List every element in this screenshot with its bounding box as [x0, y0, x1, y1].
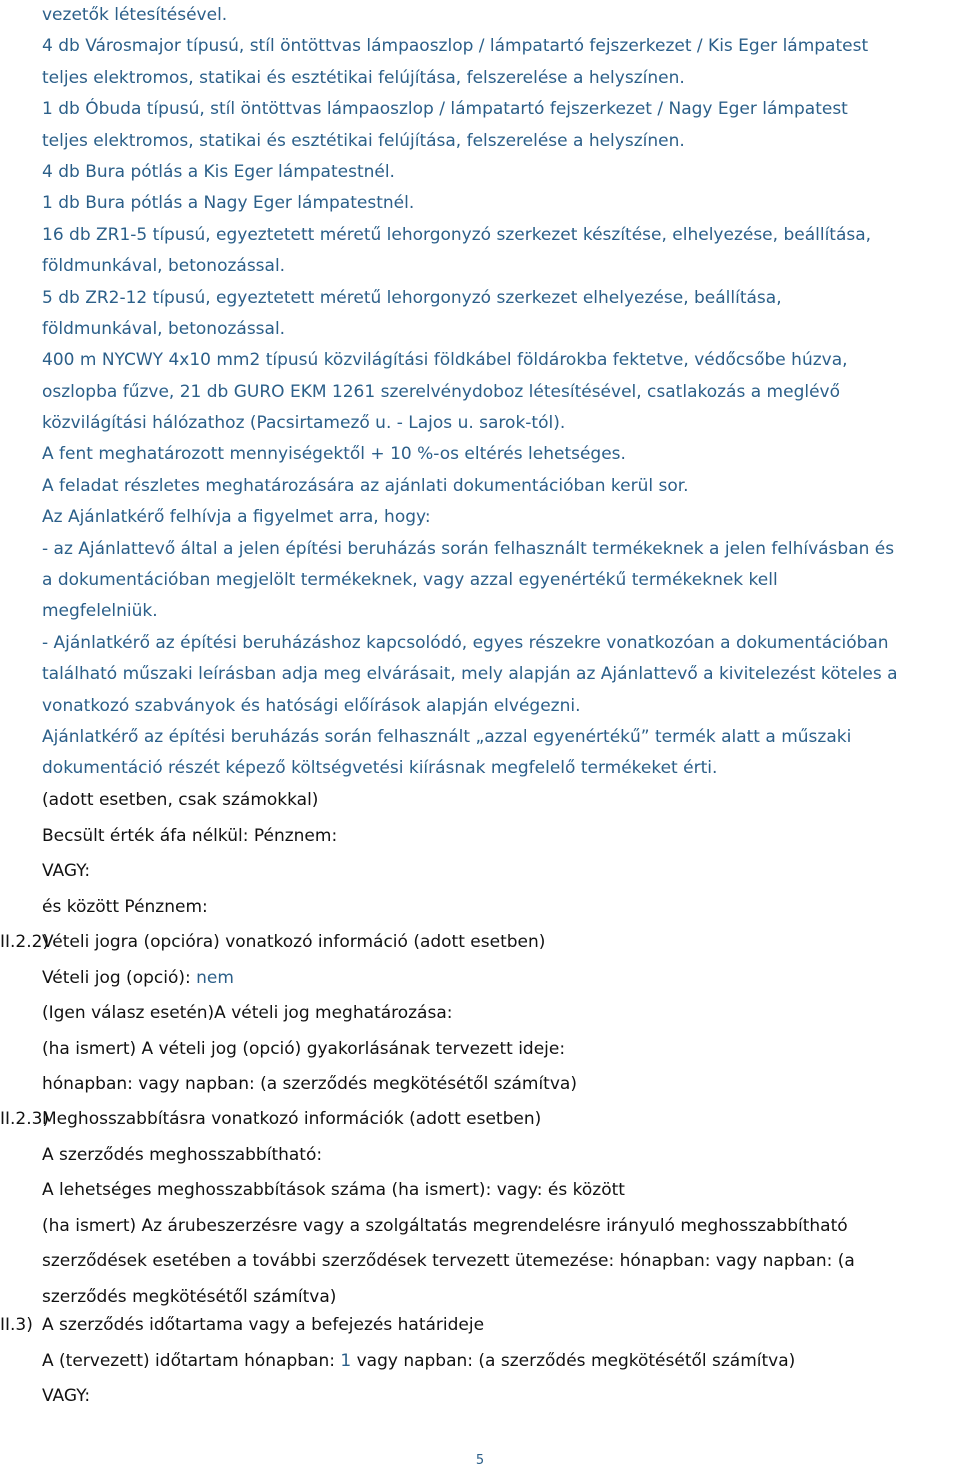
text-line: 5 db ZR2-12 típusú, egyeztetett méretű lehorgonyzó szerkezet elhelyezése, beállítása, — [42, 287, 782, 308]
text-line: 4 db Bura pótlás a Kis Eger lámpatestnél. — [42, 161, 395, 182]
text-line: 400 m NYCWY 4x10 mm2 típusú közvilágítási földkábel földárokba fektetve, védőcsőbe húzva, — [42, 350, 848, 371]
section-ii-2-3 — [42, 1102, 958, 1315]
section-title: Meghosszabbításra vonatkozó információk (adott esetben) — [42, 1109, 542, 1129]
text-line: Az Ajánlatkérő felhívja a figyelmet arra, hogy: — [42, 507, 431, 528]
text-line: földmunkával, betonozással. — [42, 256, 286, 277]
duration-line — [42, 1344, 958, 1380]
work-description — [42, 0, 958, 785]
section-line: szerződés megkötésétől számítva) — [42, 1286, 337, 1307]
section-line: hónapban: vagy napban: (a szerződés megkötésétől számítva) — [42, 1074, 577, 1094]
section-title: Vételi jogra (opcióra) vonatkozó információ (adott esetben) — [42, 932, 546, 952]
text-line: 4 db Városmajor típusú, stíl öntöttvas lámpaoszlop / lámpatartó fejszerkezet / Kis Eger lámpatest — [42, 36, 869, 57]
text-line: A feladat részletes meghatározására az ajánlati dokumentációban kerül sor. — [42, 475, 689, 496]
text-line: - az Ajánlattevő által a jelen építési beruházás során felhasznált termékeknek a jelen felhívásban és — [42, 538, 895, 559]
estimated-value-block — [42, 783, 958, 925]
duration-prefix: A (tervezett) időtartam hónapban: — [42, 1350, 335, 1371]
section-ii-2-2 — [42, 925, 958, 1103]
page-number: 5 — [475, 1453, 485, 1468]
section-line: szerződések esetében a további szerződések tervezett ütemezése: hónapban: vagy napban: (a — [42, 1251, 855, 1271]
duration-suffix: vagy napban: (a szerződés megkötésétől számítva) — [356, 1350, 796, 1371]
option-value: nem — [196, 967, 234, 988]
text-line: vezetők létesítésével. — [42, 5, 228, 25]
option-label: Vételi jog (opció): — [42, 967, 191, 988]
text-line: 16 db ZR1-5 típusú, egyeztetett méretű lehorgonyzó szerkezet készítése, elhelyezése, beállítása, — [42, 224, 872, 245]
section-number: II.3) — [0, 1315, 33, 1335]
section-line: (ha ismert) Az árubeszerzésre vagy a szolgáltatás megrendelésre irányuló meghosszabbítható — [42, 1215, 848, 1236]
text-line: megfelelniük. — [42, 601, 158, 622]
option-line — [42, 961, 958, 997]
section-line: A szerződés meghosszabbítható: — [42, 1144, 323, 1165]
text-line: Ajánlatkérő az építési beruházás során felhasznált „azzal egyenértékű” termék alatt a műszaki — [42, 726, 852, 747]
text-line: A fent meghatározott mennyiségektől + 10 %-os eltérés lehetséges. — [42, 444, 626, 465]
section-line: A lehetséges meghosszabbítások száma (ha ismert): vagy: és között — [42, 1180, 625, 1200]
text-line: található műszaki leírásban adja meg elvárásait, mely alapján az Ajánlattevő a kivitelezést köteles a — [42, 664, 898, 685]
text-line: földmunkával, betonozással. — [42, 318, 286, 339]
text-line: 1 db Bura pótlás a Nagy Eger lámpatestnél. — [42, 193, 415, 214]
section-number: II.2.3) — [0, 1109, 50, 1129]
text-line: - Ajánlatkérő az építési beruházáshoz kapcsolódó, egyes részekre vonatkozóan a dokumentációban — [42, 632, 889, 653]
text-line: a dokumentációban megjelölt termékeknek, vagy azzal egyenértékű termékeknek kell — [42, 570, 778, 591]
text-line: 1 db Óbuda típusú, stíl öntöttvas lámpaoszlop / lámpatartó fejszerkezet / Nagy Eger lámpatest — [42, 99, 848, 120]
value-line: (adott esetben, csak számokkal) — [42, 790, 319, 810]
section-number: II.2.2) — [0, 932, 50, 952]
text-line: közvilágítási hálózathoz (Pacsirtamező u. - Lajos u. sarok-tól). — [42, 413, 566, 434]
section-line: (ha ismert) A vételi jog (opció) gyakorlásának tervezett ideje: — [42, 1038, 566, 1059]
text-line: dokumentáció részét képező költségvetési kiírásnak megfelelő termékeket érti. — [42, 758, 718, 779]
or-label: VAGY: — [42, 1386, 91, 1406]
value-line: és között Pénznem: — [42, 896, 208, 917]
text-line: teljes elektromos, statikai és esztétikai felújítása, felszerelése a helyszínen. — [42, 67, 685, 88]
text-line: oszlopba fűzve, 21 db GURO EKM 1261 szerelvénydoboz létesítésével, csatlakozás a meglévő — [42, 381, 841, 402]
text-line: vonatkozó szabványok és hatósági előírások alapján elvégezni. — [42, 695, 581, 716]
section-title: A szerződés időtartama vagy a befejezés határideje — [42, 1315, 485, 1335]
section-ii-3 — [42, 1308, 958, 1415]
duration-value: 1 — [340, 1350, 352, 1371]
value-line: VAGY: — [42, 861, 91, 881]
section-line: (Igen válasz esetén)A vételi jog meghatározása: — [42, 1003, 453, 1023]
value-line: Becsült érték áfa nélkül: Pénznem: — [42, 825, 338, 846]
text-line: teljes elektromos, statikai és esztétikai felújítása, felszerelése a helyszínen. — [42, 130, 685, 151]
